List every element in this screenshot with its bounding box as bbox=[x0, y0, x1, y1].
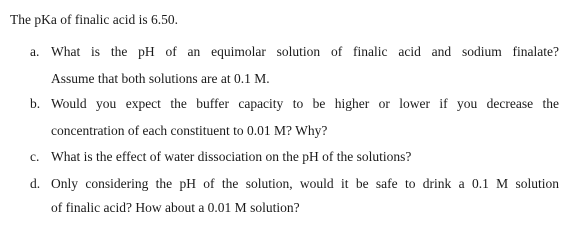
question-text-line: Only considering the pH of the solution, would it be safe to drink a 0.1 M solution bbox=[51, 176, 559, 191]
question-marker: d. bbox=[30, 176, 41, 191]
question-text-line: Assume that both solutions are at 0.1 M. bbox=[51, 71, 270, 86]
question-text-line: concentration of each constituent to 0.01 M? Why? bbox=[51, 123, 328, 138]
question-text-line: What is the pH of an equimolar solution of finalic acid and sodium finalate? bbox=[51, 44, 559, 59]
question-marker: b. bbox=[30, 96, 41, 111]
intro-text: The pKa of finalic acid is 6.50. bbox=[10, 12, 178, 27]
question-text-line: of finalic acid? How about a 0.01 M solution? bbox=[51, 200, 300, 215]
question-marker: c. bbox=[30, 149, 40, 164]
question-text-line: What is the effect of water dissociation on the pH of the solutions? bbox=[51, 149, 412, 164]
question-marker: a. bbox=[30, 44, 40, 59]
question-text-line: Would you expect the buffer capacity to be higher or lower if you decrease the bbox=[51, 96, 559, 111]
